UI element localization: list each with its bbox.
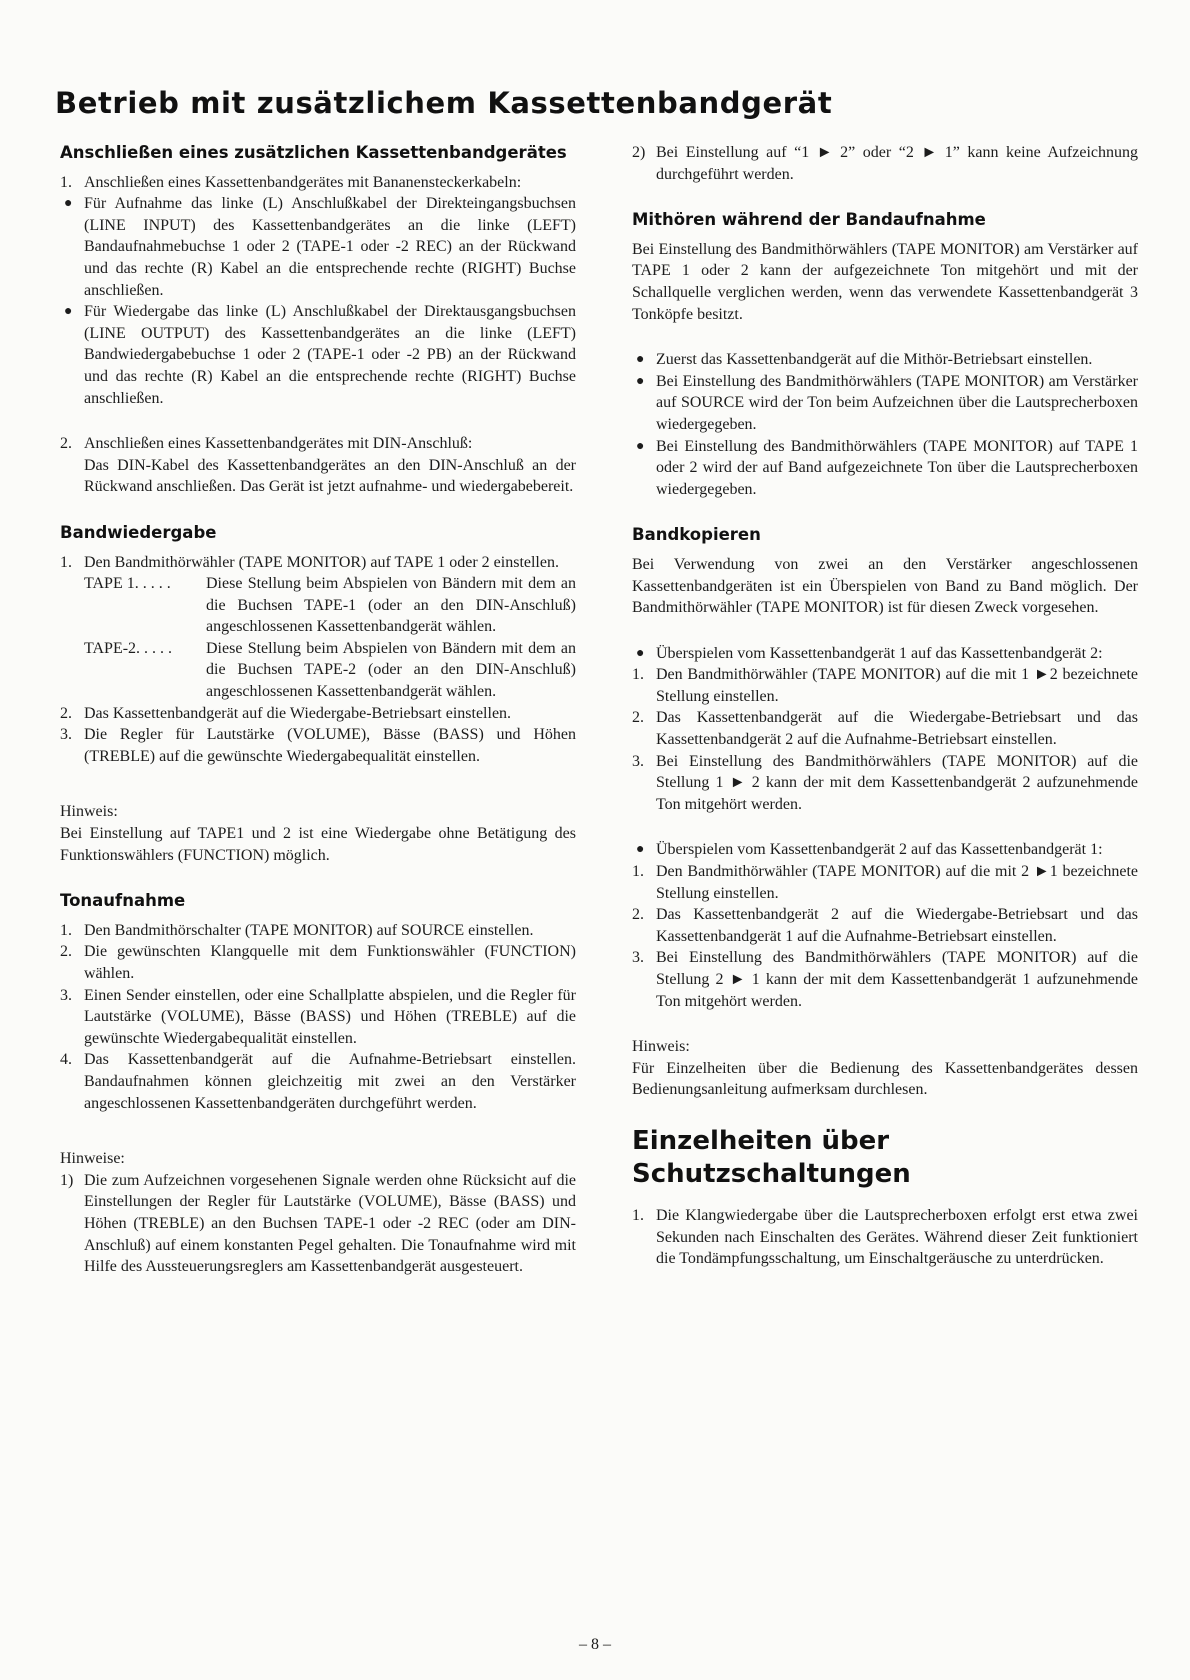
bullet-text: Zuerst das Kassettenbandgerät auf die Mithör-Betriebsart einstellen.: [656, 351, 1093, 369]
item-number: 2.: [60, 704, 72, 722]
list-item: [632, 1205, 1138, 1270]
notes-label: Hinweise:: [60, 1150, 125, 1168]
bullet-item: [60, 301, 576, 409]
bullet-item: [632, 643, 1138, 665]
note-text: Für Einzelheiten über die Bedienung des Kassettenbandgerätes dessen Bedienungsanleitung aufmerksam durchlesen.: [632, 1059, 1138, 1099]
bullet-item: [632, 349, 1138, 371]
list-item: [60, 1049, 576, 1114]
item-text: Den Bandmithörwähler (TAPE MONITOR) auf die mit 1 ►2 bezeichnete Stellung einstellen.: [656, 666, 1138, 705]
list-item: [60, 172, 576, 194]
item-text: Die Regler für Lautstärke (VOLUME), Bässe (BASS) und Höhen (TREBLE) auf die gewünschte Wiedergabequalität einstellen.: [84, 726, 576, 765]
item-text: Den Bandmithörschalter (TAPE MONITOR) auf SOURCE einstellen.: [84, 921, 534, 939]
tape2-text: Diese Stellung beim Abspielen von Bändern mit dem an die Buchsen TAPE-2 (oder an den DIN-Anschluß) angeschlossenen Kassettenbandgerät wählen.: [206, 639, 576, 701]
item-number: 3.: [632, 949, 644, 967]
bullet-icon: ●: [636, 645, 645, 661]
item-number: 1.: [60, 921, 72, 939]
tape1-text: Diese Stellung beim Abspielen von Bändern mit dem an die Buchsen TAPE-1 (oder an den DIN-Anschluß) angeschlossenen Kassettenbandgerät wählen.: [206, 575, 576, 636]
item-text: Das Kassettenbandgerät auf die Wiedergabe-Betriebsart und das Kassettenbandgerät 2 auf die Aufnahme-Betriebsart einstellen.: [656, 709, 1138, 749]
item-number: 2.: [632, 709, 644, 727]
list-item: [632, 904, 1138, 947]
item-number: 1): [60, 1171, 74, 1189]
paragraph: Bei Verwendung von zwei an den Verstärker angeschlossenen Kassettenbandgeräten ist ein Überspielen von Band zu Band möglich. Der Bandmithörwähler (TAPE MONITOR) ist für diesen Zweck vorgesehen.: [632, 555, 1138, 617]
item-text: Anschließen eines Kassettenbandgerätes mit DIN-Anschluß:: [84, 435, 473, 453]
heading-tonaufnahme: Tonaufnahme: [60, 891, 186, 911]
right-column: [632, 142, 1138, 1270]
tape2-label: TAPE-2. . . . .: [84, 639, 173, 657]
bullet-text: Bei Einstellung des Bandmithörwählers (TAPE MONITOR) auf TAPE 1 oder 2 wird der auf Band aufgezeichnete Ton über die Lautsprecherboxen wiedergegeben.: [656, 437, 1138, 498]
item-text: Die gewünschten Klangquelle mit dem Funktionswähler (FUNCTION) wählen.: [84, 943, 576, 982]
item-number: 2.: [60, 943, 72, 961]
list-item: [60, 1170, 576, 1278]
heading-line: Einzelheiten über: [632, 1125, 890, 1156]
list-item: [60, 433, 576, 455]
heading-line: Schutzschaltungen: [632, 1158, 911, 1189]
bullet-item: [632, 839, 1138, 861]
item-number: 2): [632, 144, 646, 161]
bullet-text: Für Wiedergabe das linke (L) Anschlußkabel der Direktausgangsbuchsen (LINE OUTPUT) des Kassettenbandgerätes an die linke (LEFT) Bandwiedergabebuchse 1 oder 2 (TAPE-1 oder -2 PB) an der Rückwand und das rechte (R) Kabel an die entsprechende rechte (RIGHT) Buchse anschließen.: [84, 303, 576, 407]
page-number: – 8 –: [579, 1636, 611, 1653]
list-item: [60, 941, 576, 984]
bullet-icon: ●: [636, 373, 645, 389]
paragraph: Bei Einstellung des Bandmithörwählers (TAPE MONITOR) am Verstärker auf TAPE 1 oder 2 kann der aufgezeichnete Ton mitgehört und mit der Schallquelle verglichen werden, wenn das verwendete Kassettenbandgerät 3 Tonköpfe besitzt.: [632, 240, 1138, 323]
list-item: [60, 920, 576, 942]
item-number: 3.: [60, 986, 72, 1004]
item-text: Bei Einstellung des Bandmithörwählers (TAPE MONITOR) auf die Stellung 2 ► 1 kann der mit dem Kassettenbandgerät 1 aufzunehmende Ton mitgehört werden.: [656, 949, 1138, 1010]
bullet-text: Überspielen vom Kassettenbandgerät 2 auf das Kassettenbandgerät 1:: [656, 841, 1103, 859]
item-number: 1.: [632, 1206, 644, 1224]
heading-mithoeren: Mithören während der Bandaufnahme: [632, 210, 986, 230]
heading-bandwiedergabe: Bandwiedergabe: [60, 522, 217, 542]
item-text: Den Bandmithörwähler (TAPE MONITOR) auf TAPE 1 oder 2 einstellen.: [84, 553, 559, 571]
tape1-label: TAPE 1. . . . .: [84, 575, 171, 593]
item-number: 4.: [60, 1051, 72, 1069]
item-text: Bei Einstellung auf “1 ► 2” oder “2 ► 1” kann keine Aufzeichnung durchgeführt werden.: [656, 144, 1138, 183]
item-number: 1.: [632, 863, 644, 881]
list-item: [632, 947, 1138, 1012]
bullet-item: [60, 193, 576, 301]
list-item: [60, 724, 576, 767]
paragraph: Das DIN-Kabel des Kassettenbandgerätes an den DIN-Anschluß an der Rückwand anschließen. Das Gerät ist jetzt aufnahme- und wiedergabebereit.: [84, 456, 576, 496]
item-text: Das Kassettenbandgerät auf die Aufnahme-Betriebsart einstellen. Bandaufnahmen können gleichzeitig mit zwei an den Verstärker angeschlossenen Kassettenbandgeräten durchgeführt werden.: [84, 1051, 576, 1112]
item-text: Die Klangwiedergabe über die Lautsprecherboxen erfolgt erst etwa zwei Sekunden nach Einschalten des Gerätes. Während dieser Zeit funktioniert die Tondämpfungsschaltung, um Einschaltgeräusche zu unterdrücken.: [656, 1206, 1138, 1268]
item-text: Bei Einstellung des Bandmithörwählers (TAPE MONITOR) auf die Stellung 1 ► 2 kann der mit dem Kassettenbandgerät 2 aufzunehmende Ton mitgehört werden.: [656, 752, 1138, 813]
bullet-item: [632, 436, 1138, 501]
note-text: Bei Einstellung auf TAPE1 und 2 ist eine Wiedergabe ohne Betätigung des Funktionswählers (FUNCTION) möglich.: [60, 825, 576, 864]
list-item: [60, 985, 576, 1050]
bullet-icon: ●: [636, 438, 645, 454]
list-item: [60, 703, 576, 725]
item-text: Das Kassettenbandgerät auf die Wiedergabe-Betriebsart einstellen.: [84, 704, 512, 722]
tape1-description: [60, 573, 576, 638]
list-item: [632, 751, 1138, 816]
list-item: [60, 552, 576, 574]
bullet-icon: ●: [64, 304, 73, 320]
list-item: [632, 664, 1138, 707]
item-number: 1.: [60, 173, 72, 191]
item-number: 2.: [60, 435, 72, 453]
bullet-icon: ●: [636, 842, 645, 858]
heading-bandkopieren: Bandkopieren: [632, 525, 761, 545]
item-text: Den Bandmithörwähler (TAPE MONITOR) auf die mit 2 ►1 bezeichnete Stellung einstellen.: [656, 863, 1138, 902]
bullet-text: Überspielen vom Kassettenbandgerät 1 auf das Kassettenbandgerät 2:: [656, 644, 1103, 662]
item-number: 3.: [632, 752, 644, 770]
list-item: [632, 861, 1138, 904]
heading-schutzschaltungen: [632, 1125, 1138, 1191]
item-text: Einen Sender einstellen, oder eine Schallplatte abspielen, und die Regler für Lautstärke (VOLUME), Bässe (BASS) und Höhen (TREBLE) auf die gewünschte Wiedergabequalität einstellen.: [84, 986, 576, 1047]
note-label: Hinweis:: [632, 1038, 690, 1056]
tape2-description: [60, 638, 576, 703]
list-item: [632, 142, 1138, 185]
heading-anschliessen: Anschließen eines zusätzlichen Kassettenbandgerätes: [60, 143, 567, 162]
item-text: Das Kassettenbandgerät 2 auf die Wiedergabe-Betriebsart und das Kassettenbandgerät 1 auf die Aufnahme-Betriebsart einstellen.: [656, 906, 1138, 945]
item-number: 2.: [632, 906, 644, 924]
item-number: 1.: [632, 666, 644, 684]
bullet-text: Bei Einstellung des Bandmithörwählers (TAPE MONITOR) am Verstärker auf SOURCE wird der Ton beim Aufzeichnen über die Lautsprecherboxen wiedergegeben.: [656, 372, 1138, 433]
item-number: 3.: [60, 726, 72, 744]
page-title: Betrieb mit zusätzlichem Kassettenbandgerät: [55, 86, 833, 120]
note-label: Hinweis:: [60, 803, 118, 821]
bullet-icon: ●: [636, 352, 645, 368]
bullet-text: Für Aufnahme das linke (L) Anschlußkabel der Direkteingangsbuchsen (LINE INPUT) des Kassettenbandgerätes an die linke (LEFT) Bandaufnahmebuchse 1 oder 2 (TAPE-1 oder -2 REC) an der Rückwand und das rechte (R) Kabel an die entsprechende rechte (RIGHT) Buchse anschließen.: [84, 195, 576, 299]
item-text: Anschließen eines Kassettenbandgerätes mit Bananensteckerkabeln:: [84, 173, 522, 191]
list-item: [632, 707, 1138, 750]
left-column: [60, 142, 576, 1278]
item-text: Die zum Aufzeichnen vorgesehenen Signale werden ohne Rücksicht auf die Einstellungen der Regler für Lautstärke (VOLUME), Bässe (BASS) und Höhen (TREBLE) an den Buchsen TAPE-1 oder -2 REC (oder am DIN-Anschluß) auf einem konstanten Pegel gehalten. Die Tonaufnahme wird mit Hilfe des Aussteuerungsreglers am Kassettenbandgerät ausgesteuert.: [84, 1171, 576, 1276]
item-number: 1.: [60, 553, 72, 571]
bullet-item: [632, 371, 1138, 436]
bullet-icon: ●: [64, 196, 73, 212]
